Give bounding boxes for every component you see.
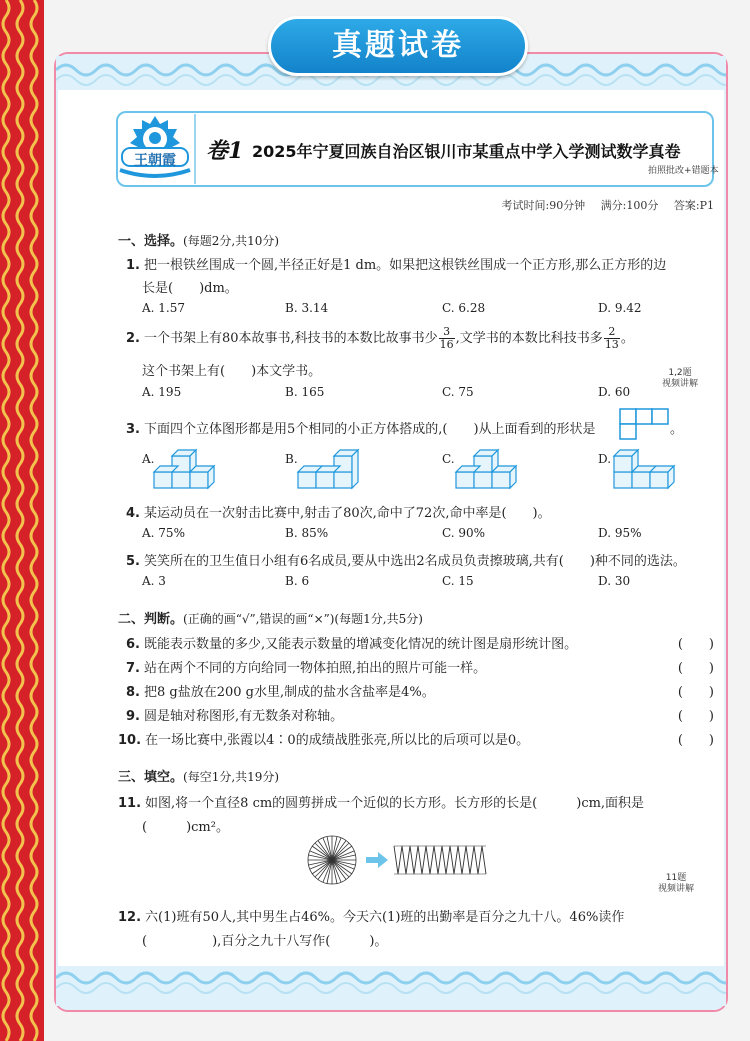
q1-option-d[interactable]: D. 9.42 xyxy=(598,301,642,315)
question-number: 1. xyxy=(126,258,140,273)
question-11-line-2[interactable]: ( )cm²。 xyxy=(142,820,229,835)
question-text: 如图,将一个直径8 cm的圆剪拼成一个近似的长方形。长方形的长是( )cm,面积是 xyxy=(145,796,645,811)
q5-option-a[interactable]: A. 3 xyxy=(142,574,166,588)
question-6 xyxy=(126,633,577,652)
question-number: 7. xyxy=(126,661,140,676)
question-9 xyxy=(126,705,343,724)
exam-time: 考试时间:90分钟 xyxy=(501,199,586,212)
question-text-part-3: 。 xyxy=(620,331,634,346)
fraction-numerator: 2 xyxy=(604,326,620,339)
q2-option-d[interactable]: D. 60 xyxy=(598,385,631,399)
bottom-wave-border xyxy=(56,966,726,1006)
question-4 xyxy=(126,502,551,521)
exam-answer-page: 答案:P1 xyxy=(673,199,714,212)
section-3-title: 三、填空。 xyxy=(118,770,184,785)
question-3 xyxy=(126,418,596,437)
section-3-note: (每空1分,共19分) xyxy=(183,770,280,784)
question-5 xyxy=(126,550,686,569)
volume-label: 卷1 xyxy=(206,138,244,164)
exam-info xyxy=(489,197,714,213)
section-3-heading xyxy=(118,766,279,785)
fraction-2-13 xyxy=(604,326,620,351)
question-1-line-2: 长是( )dm。 xyxy=(142,281,238,296)
question-text: 在一场比赛中,张霞以4∶0的成绩战胜张亮,所以比的后项可以是0。 xyxy=(145,733,530,748)
question-number: 6. xyxy=(126,637,140,652)
q5-option-c[interactable]: C. 15 xyxy=(442,574,474,588)
circle-sectors xyxy=(308,836,356,884)
question-text: 下面四个立体图形都是用5个相同的小正方体搭成的,( )从上面看到的形状是 xyxy=(143,422,596,437)
exam-score: 满分:100分 xyxy=(600,199,659,212)
section-2-heading xyxy=(118,608,423,627)
question-text: 把8 g盐放在200 g水里,制成的盐水含盐率是4%。 xyxy=(143,685,435,700)
question-number: 9. xyxy=(126,709,140,724)
spine-wave-decoration xyxy=(0,0,44,1041)
fraction-denominator: 13 xyxy=(604,338,619,351)
mark-label: 拍照批改+错题本 xyxy=(648,166,719,176)
section-1-heading xyxy=(118,230,279,249)
question-text: 既能表示数量的多少,又能表示数量的增减变化情况的统计图是扇形统计图。 xyxy=(143,637,578,652)
q4-option-b[interactable]: B. 85% xyxy=(285,526,329,540)
q1-option-a[interactable]: A. 1.57 xyxy=(142,301,186,315)
q2-option-c[interactable]: C. 75 xyxy=(442,385,474,399)
question-number: 4. xyxy=(126,506,140,521)
question-10 xyxy=(118,729,529,748)
q1-option-b[interactable]: B. 3.14 xyxy=(285,301,329,315)
question-text: 六(1)班有50人,其中男生占46%。今天六(1)班的出勤率是百分之九十八。46%读作 xyxy=(145,910,625,925)
question-number: 2. xyxy=(126,331,140,346)
video-note-line-1: 11题 xyxy=(665,873,687,883)
brand-logo-text: 王朝霞 xyxy=(134,153,176,169)
arrow-right-icon xyxy=(366,852,388,868)
q1-option-c[interactable]: C. 6.28 xyxy=(442,301,486,315)
q8-answer-blank[interactable]: ( ) xyxy=(677,685,714,700)
section-2-title: 二、判断。 xyxy=(118,612,184,627)
video-note-line-1: 1,2题 xyxy=(668,368,692,378)
header-divider xyxy=(194,114,196,184)
question-text: 把一根铁丝围成一个圆,半径正好是1 dm。如果把这根铁丝围成一个正方形,那么正方形的边 xyxy=(143,258,667,273)
q10-answer-blank[interactable]: ( ) xyxy=(677,733,714,748)
q3-cube-figure-d xyxy=(610,446,676,492)
q4-option-c[interactable]: C. 90% xyxy=(442,526,486,540)
question-12-line-2[interactable]: ( ),百分之九十八写作( )。 xyxy=(142,934,388,949)
question-11 xyxy=(118,792,644,811)
question-1 xyxy=(126,254,666,273)
q5-option-d[interactable]: D. 30 xyxy=(598,574,631,588)
fraction-numerator: 3 xyxy=(439,326,455,339)
question-number: 11. xyxy=(118,796,142,811)
question-number: 3. xyxy=(126,422,140,437)
video-note-q11[interactable] xyxy=(658,873,694,895)
q3-option-a[interactable]: A. xyxy=(142,452,155,466)
circle-to-rectangle-figure xyxy=(302,834,492,888)
video-note-line-2: 视频讲解 xyxy=(658,884,695,894)
q4-option-a[interactable]: A. 75% xyxy=(142,526,185,540)
brand-logo xyxy=(118,112,192,184)
section-1-note: (每题2分,共10分) xyxy=(183,234,280,248)
q3-option-b[interactable]: B. xyxy=(285,452,298,466)
question-number: 10. xyxy=(118,733,142,748)
rectangle-approximation xyxy=(394,846,486,874)
banner-title: 真题试卷 xyxy=(268,16,528,76)
video-note-q1-2[interactable] xyxy=(662,368,698,390)
question-2-line-2: 这个书架上有( )本文学书。 xyxy=(142,364,322,379)
q6-answer-blank[interactable]: ( ) xyxy=(677,637,714,652)
exam-title: 2025年宁夏回族自治区银川市某重点中学入学测试数学真卷 xyxy=(252,142,681,161)
question-2 xyxy=(126,326,634,351)
q7-answer-blank[interactable]: ( ) xyxy=(677,661,714,676)
video-note-line-2: 视频讲解 xyxy=(662,379,699,389)
q3-option-d[interactable]: D. xyxy=(598,452,612,466)
q3-cube-figure-c xyxy=(452,446,522,492)
question-number: 5. xyxy=(126,554,140,569)
section-1-title: 一、选择。 xyxy=(118,234,184,249)
question-text-part-1: 一个书架上有80本故事书,科技书的本数比故事书少 xyxy=(143,331,438,346)
question-text-part-2: ,文学书的本数比科技书多 xyxy=(455,331,603,346)
question-number: 8. xyxy=(126,685,140,700)
q2-option-a[interactable]: A. 195 xyxy=(142,385,182,399)
question-text: 站在两个不同的方向给同一物体拍照,拍出的照片可能一样。 xyxy=(143,661,487,676)
q3-cube-figure-b xyxy=(294,446,360,492)
q3-option-c[interactable]: C. xyxy=(442,452,455,466)
question-12 xyxy=(118,906,624,925)
question-7 xyxy=(126,657,486,676)
question-text: 某运动员在一次射击比赛中,射击了80次,命中了72次,命中率是( )。 xyxy=(143,506,551,521)
fraction-3-16 xyxy=(439,326,455,351)
q4-option-d[interactable]: D. 95% xyxy=(598,526,642,540)
top-view-shape-figure xyxy=(618,407,670,441)
question-3-end: 。 xyxy=(670,422,684,437)
question-8 xyxy=(126,681,435,700)
fraction-denominator: 16 xyxy=(439,338,454,351)
question-text: 圆是轴对称图形,有无数条对称轴。 xyxy=(143,709,344,724)
q3-cube-figure-a xyxy=(150,446,216,492)
question-number: 12. xyxy=(118,910,142,925)
q2-option-b[interactable]: B. 165 xyxy=(285,385,325,399)
q5-option-b[interactable]: B. 6 xyxy=(285,574,310,588)
section-2-note: (正确的画“√”,错误的画“×”)(每题1分,共5分) xyxy=(183,612,423,626)
q9-answer-blank[interactable]: ( ) xyxy=(677,709,714,724)
question-text: 笑笑所在的卫生值日小组有6名成员,要从中选出2名成员负责擦玻璃,共有( )种不同的选法。 xyxy=(143,554,686,569)
